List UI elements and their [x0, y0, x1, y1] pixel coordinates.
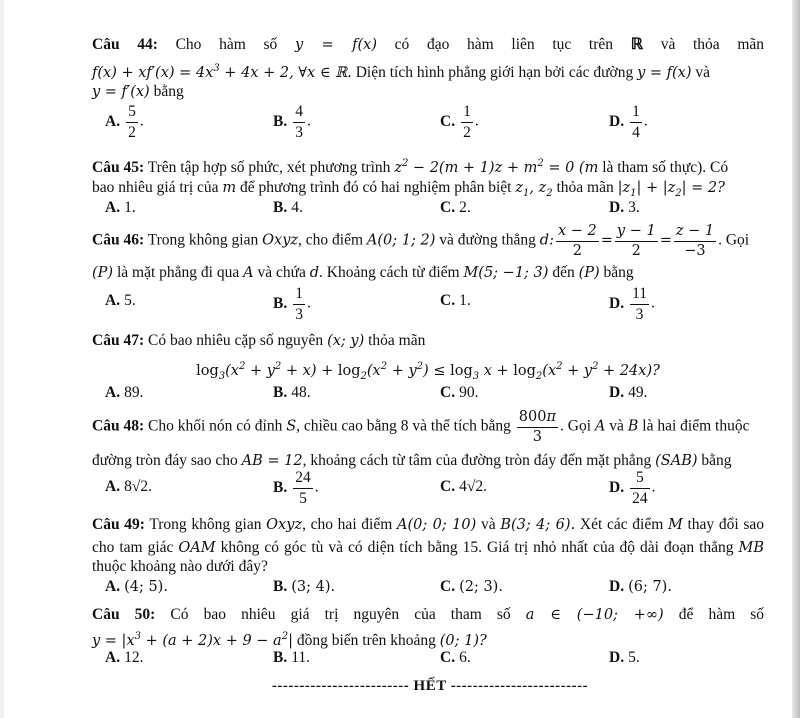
scan-left-edge: [0, 0, 4, 718]
question-49-line-2: cho tam giác OAM không có góc tù và có diện tích bằng 15. Giá trị nhỏ nhất của độ dài đoạn thẳng MB: [92, 539, 765, 556]
question-44-line-2: $f(x) + xf'(x) = 4x^3 + 4x + 2$, ∀x ∈ ℝ. Diện tích hình phẳng giới hạn bởi các đường y = f(x) và: [92, 63, 711, 81]
question-46-line-2: (P) là mặt phẳng đi qua A và chứa d. Khoảng cách từ điểm M(5; −1; 3) đến (P) bằng: [92, 264, 634, 281]
option-c: C. 2.: [440, 199, 471, 216]
question-47-options: [105, 384, 765, 410]
option-b: B. 4.: [273, 199, 303, 216]
question-50-line-1: Câu 50: Có bao nhiêu giá trị nguyên của tham số a ∈ (−10; +∞) để hàm số: [92, 606, 765, 623]
question-46-options: [105, 285, 765, 323]
option-b: B. 48.: [273, 384, 311, 401]
option-b: B. $\frac{1}{3}$ .: [273, 285, 311, 323]
question-45-line-1: Câu 45: Trên tập hợp số phức, xét phương trình $z^2 - 2(m + 1)z + m^2 = 0$ (m là tham số thực). Có: [92, 158, 729, 176]
option-d: D. 5.: [609, 649, 640, 666]
option-b: B. 11.: [273, 649, 311, 666]
question-48-options: [105, 469, 765, 507]
option-c: C. (2; 3).: [440, 578, 503, 595]
option-d: D. $\frac{5}{24}$ .: [609, 469, 656, 507]
option-d: D. $\frac{11}{3}$ .: [609, 285, 655, 323]
option-a: A. 1.: [105, 199, 136, 216]
question-44-options: [105, 103, 765, 141]
option-d: D. (6; 7).: [609, 578, 672, 595]
question-48-line-1: Câu 48: Cho khối nón có đỉnh S, chiều cao bằng 8 và thể tích bằng $\frac{800\pi}{3}$ . Gọi A và B là hai điểm thuộc: [92, 409, 750, 445]
question-47-inequality: $\log_3(x^2 + y^2 + x) + \log_2(x^2 + y^2) \le \log_3 x + \log_2(x^2 + y^2 + 24x)$?: [196, 361, 660, 382]
option-a: A. 8√2.: [105, 478, 152, 495]
option-a: A. 5.: [105, 292, 136, 309]
option-a: A. 89.: [105, 384, 144, 401]
question-50-options: [105, 649, 765, 675]
option-b: B. $\frac{4}{3}$ .: [273, 103, 311, 141]
option-c: C. 90.: [440, 384, 479, 401]
option-d: D. 49.: [609, 384, 648, 401]
question-44-line-3: y = f′(x) bằng: [92, 83, 184, 100]
scan-right-edge: [792, 0, 800, 718]
question-48-line-2: đường tròn đáy sao cho AB = 12, khoảng cách từ tâm của đường tròn đáy đến mặt phẳng (SAB) bằng: [92, 452, 732, 469]
question-46-line-1: Câu 46: Trong không gian Oxyz, cho điểm A(0; 1; 2) và đường thẳng d: $\frac{x - 2}{2}$ = $\frac{y - 1}{2}$ = $\frac{z - 1}{-3}$ . Gọi: [92, 223, 750, 259]
option-c: C. 4√2.: [440, 478, 487, 495]
question-49-line-1: Câu 49: Trong không gian Oxyz, cho hai điểm A(0; 0; 10) và B(3; 4; 6). Xét các điểm M thay đổi sao: [92, 516, 765, 533]
option-d: D. 3.: [609, 199, 640, 216]
option-a: A. 12.: [105, 649, 144, 666]
question-49-options: [105, 578, 765, 604]
end-marker: ------------------------- HẾT -------------------------: [271, 678, 589, 694]
option-d: D. $\frac{1}{4}$ .: [609, 103, 648, 141]
question-44-line-1: Câu 44: Cho hàm số y = f(x) có đạo hàm liên tục trên ℝ và thỏa mãn: [92, 36, 765, 53]
option-b: B. $\frac{24}{5}$ .: [273, 469, 319, 507]
question-49-line-3: thuộc khoảng nào dưới đây?: [92, 558, 268, 575]
option-c: C. $\frac{1}{2}$ .: [440, 103, 479, 141]
question-45-options: [105, 199, 765, 225]
option-c: C. 6.: [440, 649, 471, 666]
option-a: A. $\frac{5}{2}$ .: [105, 103, 144, 141]
question-45-line-2: bao nhiêu giá trị của m để phương trình đó có hai nghiệm phân biệt $z_1$, $z_2$ thỏa mãn $|z_1| + |z_2| = 2$?: [92, 179, 725, 199]
option-b: B. (3; 4).: [273, 578, 336, 595]
option-c: C. 1.: [440, 292, 471, 309]
question-50-line-2: $y = |x^3 + (a + 2)x + 9 - a^2|$ đồng biến trên khoảng (0; 1)?: [92, 631, 487, 649]
question-47-line-1: Câu 47: Có bao nhiêu cặp số nguyên (x; y) thỏa mãn: [92, 332, 426, 349]
option-a: A. (4; 5).: [105, 578, 168, 595]
